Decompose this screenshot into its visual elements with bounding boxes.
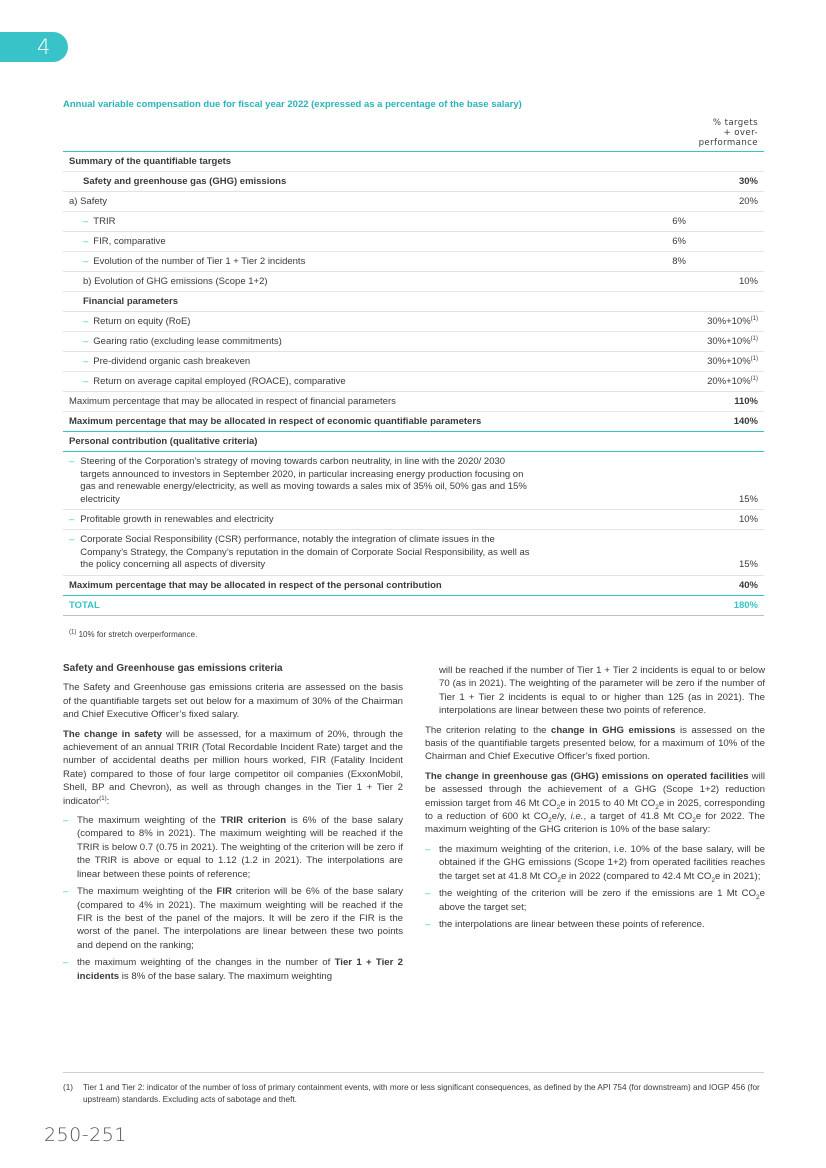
table-row: Maximum percentage that may be allocated in respect of financial parameters 110% [63, 392, 764, 412]
table-title: Annual variable compensation due for fiscal year 2022 (expressed as a percentage of the base salary) [63, 99, 522, 110]
table-row: b) Evolution of GHG emissions (Scope 1+2) 10% [63, 272, 764, 292]
table-row: – TRIR 6% [63, 212, 764, 232]
chapter-tab [0, 32, 68, 62]
footnote: (1) Tier 1 and Tier 2: indicator of the number of loss of primary containment events, with more or less significant consequences, as defined by the API 754 (for downstream) and IOGP 456 (for upstream) standards. Excluding acts of sabotage and theft. [63, 1083, 760, 1104]
page-number: 250-251 [44, 1124, 127, 1146]
table-row: – FIR, comparative 6% [63, 232, 764, 252]
section-header-summary: Summary of the quantifiable targets [63, 152, 612, 172]
paragraph: The criterion relating to the change in GHG emissions is assessed on the basis of the quantifiable targets presented below, for a maximum of 10% of the Chairman and Chief Executive Officer’s fixed portion. [425, 724, 765, 763]
table-note: $^{(1)}$ 10% for stretch overperformance. [69, 629, 198, 639]
list-item: – The maximum weighting of the FIR criterion will be 6% of the base salary (compared to 4% in 2021). The maximum weighting will be reached if the FIR is the best of the panel of the majors. It will be zero if the FIR is the worst of the panel. The interpolations are linear between these two points and depend on the ranking; [63, 886, 403, 951]
chapter-number: 4 [37, 35, 51, 59]
table-row [63, 152, 764, 172]
list-item: – the maximum weighting of the criterion, i.e. 10% of the base salary, will be obtained if the GHG emissions (Scope 1+2) from operated facilities reaches the target set at 41.8 Mt $CO_2e$ in 2022 (compared to 42.4 Mt $CO_2e$ in 2021); [425, 843, 765, 884]
table-row-total: TOTAL 180% [63, 595, 764, 615]
section-heading: Safety and Greenhouse gas emissions criteria [63, 663, 283, 674]
footnote-divider [63, 1072, 764, 1073]
section-header-personal: Personal contribution (qualitative criteria) [63, 432, 612, 452]
table-row: a) Safety 20% [63, 192, 764, 212]
table-row: Safety and greenhouse gas (GHG) emissions 30% [63, 172, 764, 192]
paragraph: will be reached if the number of Tier 1 + Tier 2 incidents is equal to or below 70 (as in 2021). The weighting of the parameter will be zero if the number of Tier 1 + Tier 2 incidents is equal to or higher than 125 (as in 2021). The interpolations are linear between these two points of reference. [439, 665, 765, 717]
table-row: – Profitable growth in renewables and electricity 10% [63, 510, 764, 530]
list-item: – the weighting of the criterion will be zero if the emissions are 1 Mt $CO_2e$ above the target set; [425, 888, 765, 913]
table-row [63, 292, 764, 312]
paragraph: The change in safety will be assessed, for a maximum of 20%, through the achievement of an annual TRIR (Total Recordable Incident Rate) target and the number of accidental deaths per million hours worked, FIR (Fatality Incident Rate) compared to those of four large competitor oil companies (ExxonMobil, Shell, BP and Chevron), as well as through changes in the Tier 1 + Tier 2 indicator$^{(1)}$: [63, 728, 403, 807]
paragraph: The change in greenhouse gas (GHG) emissions on operated facilities will be assessed through the achievement of a GHG (Scope 1+2) reduction emission target from 46 Mt $CO_2e$ in 2015 to 40 Mt $CO_2e$ in 2025, corresponding to a reduction of 600 kt $CO_2e/y$, i.e., a target of 41.8 Mt $CO_2e$ for 2022. The maximum weighting of the GHG criterion is 10% of the base salary: [425, 770, 766, 836]
right-column [425, 664, 765, 935]
table-row: – Gearing ratio (excluding lease commitments) 30%+10%$^{(1)}$ [63, 332, 764, 352]
column-header: % targets + over- performance [698, 118, 758, 148]
compensation-table [63, 151, 764, 616]
table-row: – Return on equity (RoE) 30%+10%$^{(1)}$ [63, 312, 764, 332]
paragraph: The Safety and Greenhouse gas emissions criteria are assessed on the basis of the quantifiable targets set out below for a maximum of 30% of the Chairman and Chief Executive Officer’s fixed salary. [63, 682, 403, 721]
table-row: – Corporate Social Responsibility (CSR) performance, notably the integration of climate issues in the Company’s Strategy, the Company’s reputation in the domain of Corporate Social Responsibility, as well as the policy concerning all aspects of diversity 15% [63, 530, 764, 576]
table-row: – Evolution of the number of Tier 1 + Tier 2 incidents 8% [63, 252, 764, 272]
list-item: – the interpolations are linear between these points of reference. [425, 918, 705, 930]
list-item: – the maximum weighting of the changes in the number of Tier 1 + Tier 2 incidents is 8% of the base salary. The maximum weighting [63, 957, 404, 982]
table-row: – Pre-dividend organic cash breakeven 30%+10%$^{(1)}$ [63, 352, 764, 372]
table-row [63, 432, 764, 452]
list-item: – The maximum weighting of the TRIR criterion is 6% of the base salary (compared to 8% in 2021). The maximum weighting will be reached if the TRIR is below 0.7 (0.75 in 2021). The weighting of the criterion will be zero if the TRIR is above or equal to 1.12 (1.2 in 2021). The interpolations are linear between these points of reference; [63, 815, 403, 880]
table-row: Maximum percentage that may be allocated in respect of economic quantifiable parameters 140% [63, 412, 764, 432]
table-row: – Steering of the Corporation’s strategy of moving towards carbon neutrality, in line with the 2020/ 2030 targets announced to investors in September 2020, in particular increasing energy production focusing on gas and renewable energy/electricity, as well as moving towards a sales mix of 35% oil, 50% gas and 15% electricity 15% [63, 452, 764, 510]
section-header-financial: Financial parameters [63, 292, 612, 312]
left-column [63, 662, 403, 987]
table-row: – Return on average capital employed (ROACE), comparative 20%+10%$^{(1)}$ [63, 372, 764, 392]
table-row: Maximum percentage that may be allocated in respect of the personal contribution 40% [63, 575, 764, 595]
